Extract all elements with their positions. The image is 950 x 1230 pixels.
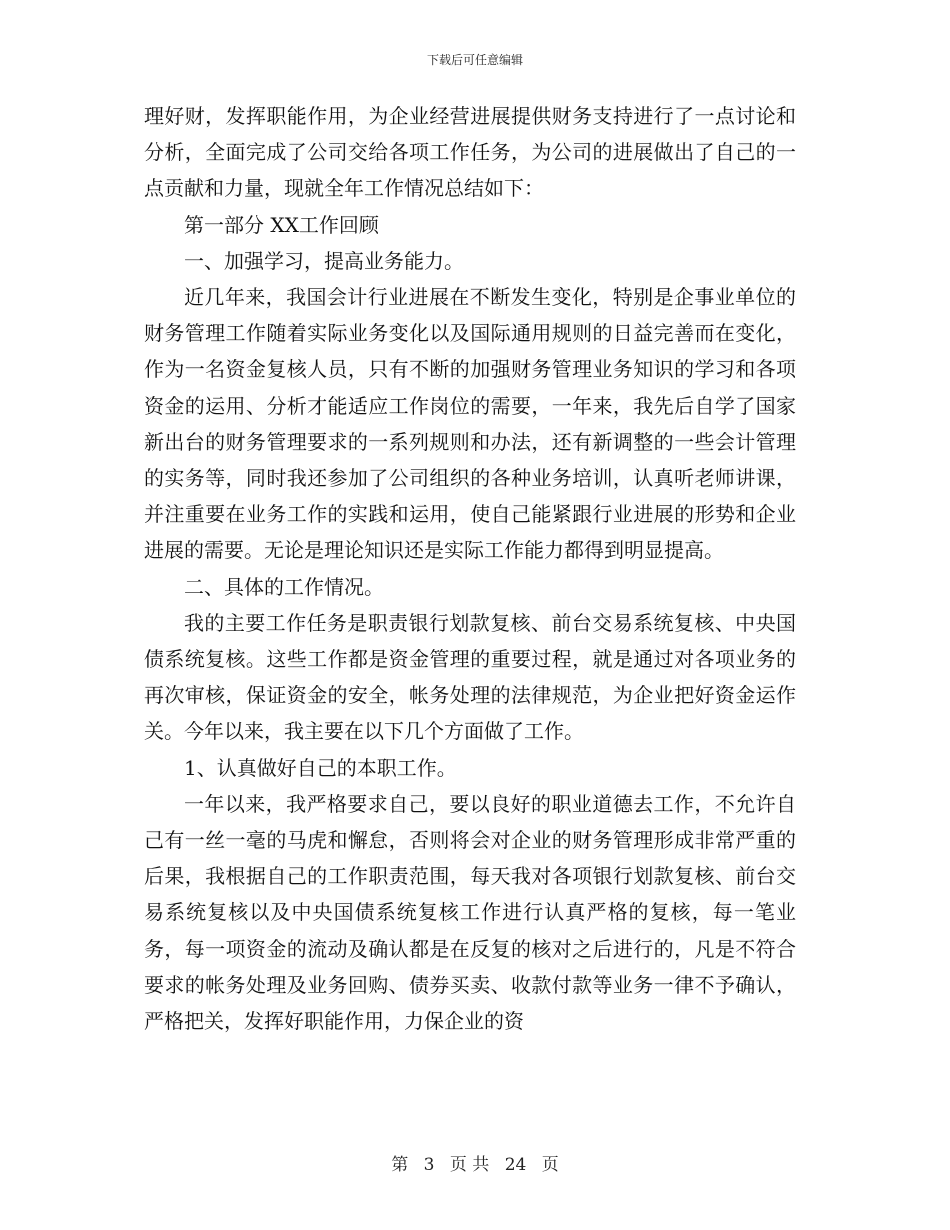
paragraph-study: 近几年来，我国会计行业进展在不断发生变化，特别是企事业单位的财务管理工作随着实际业务变化以及国际通用规则的日益完善而在变化，作为一名资金复核人员，只有不断的加强财务管理业务知识的学习和各项资金的运用、分析才能适应工作岗位的需要，一年来，我先后自学了国家新出台的财务管理要求的一系列规则和办法，还有新调整的一些会计管理的实务等，同时我还参加了公司组织的各种业务培训，认真听老师讲课，并注重要在业务工作的实践和运用，使自己能紧跟行业进展的形势和企业进展的需要。无论是理论知识还是实际工作能力都得到明显提高。 [144, 285, 796, 563]
footer-middle: 页 共 [449, 1155, 490, 1175]
footer-prefix: 第 [391, 1155, 409, 1175]
paragraph-duty: 一年以来，我严格要求自己，要以良好的职业道德去工作，不允许自己有一丝一毫的马虎和懈怠，否则将会对企业的财务管理形成非常严重的后果，我根据自己的工作职责范围，每天我对各项银行划款复核、前台交易系统复核以及中央国债系统复核工作进行认真严格的复核，每一笔业务，每一项资金的流动及确认都是在反复的核对之后进行的，凡是不符合要求的帐务处理及业务回购、债券买卖、收款付款等业务一律不予确认，严格把关，发挥好职能作用，力保企业的资 [144, 791, 796, 1034]
footer-suffix: 页 [541, 1155, 559, 1175]
paragraph-main-tasks: 我的主要工作任务是职责银行划款复核、前台交易系统复核、中央国债系统复核。这些工作都是资金管理的重要过程，就是通过对各项业务的再次审核，保证资金的安全，帐务处理的法律规范，为企业把好资金运作关。今年以来，我主要在以下几个方面做了工作。 [144, 610, 796, 744]
subheading-work-situation: 二、具体的工作情况。 [184, 574, 384, 599]
footer-total-pages: 24 [504, 1155, 527, 1175]
page-footer [0, 1154, 950, 1176]
document-body [144, 98, 796, 1039]
subheading-study: 一、加强学习，提高业务能力。 [184, 248, 464, 273]
subheading-duty: 1、认真做好自己的本职工作。 [184, 755, 457, 780]
section-heading-part-one: 第一部分 XX工作回顾 [184, 212, 379, 237]
paragraph-continuation: 理好财，发挥职能作用，为企业经营进展提供财务支持进行了一点讨论和分析，全面完成了公司交给各项工作任务，为公司的进展做出了自己的一点贡献和力量，现就全年工作情况总结如下： [144, 104, 796, 201]
page-header-note: 下载后可任意编辑 [426, 53, 523, 67]
footer-current-page: 3 [423, 1155, 435, 1175]
